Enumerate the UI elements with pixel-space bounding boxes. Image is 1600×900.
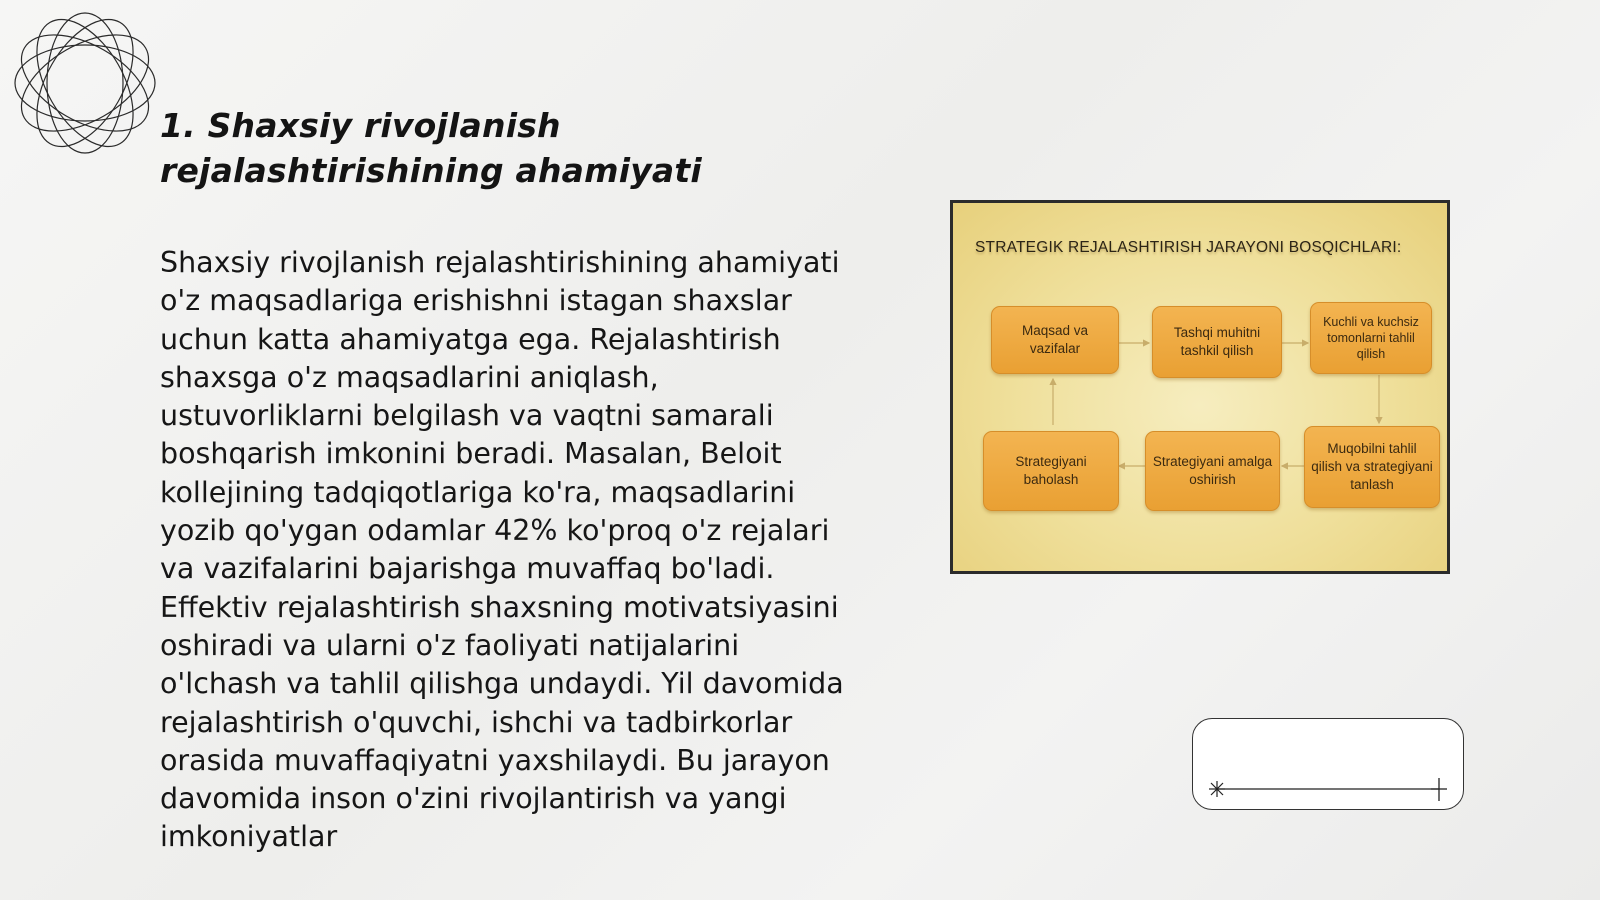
diagram-arrows (953, 203, 1447, 571)
timer-progress-widget (1192, 718, 1464, 810)
step-strengths-weaknesses: Kuchli va kuchsiz tomonlarni tahlil qilish (1310, 302, 1432, 374)
slide-title: 1. Shaxsiy rivojlanish rejalashtirishining ahamiyati (160, 106, 702, 190)
step-evaluate-strategy: Strategiyani baholash (983, 431, 1119, 511)
step-goals: Maqsad va vazifalar (991, 306, 1119, 374)
step-implement-strategy: Strategiyani amalga oshirish (1145, 431, 1280, 511)
timer-progress-line (1193, 719, 1463, 809)
step-alternatives-strategy: Muqobilni tahlil qilish va strategiyani tanlash (1304, 426, 1440, 508)
diagram-title: STRATEGIK REJALASHTIRISH JARAYONI BOSQICHLARI: (975, 239, 1402, 256)
decorative-circle-ornament-icon (10, 8, 160, 158)
step-external-environment: Tashqi muhitni tashkil qilish (1152, 306, 1282, 378)
timer-start-marker-icon (1209, 781, 1225, 797)
slide-body-text: Shaxsiy rivojlanish rejalashtirishining ahamiyati o'z maqsadlariga erishishni istagan shaxslar uchun katta ahamiyatga ega. Rejalashtirish shaxsga o'z maqsadlarini aniqlash, ustuvorliklarni belgilash va vaqtni samarali boshqarish imkonini beradi. Masalan, Beloit kollejining tadqiqotlariga ko'ra, maqsadlarini yozib qo'ygan odamlar 42% ko'proq o'z rejalari va vazifalarini bajarishga muvaffaq bo'ladi. Effektiv rejalashtirish shaxsning motivatsiyasini oshiradi va ularni o'z faoliyati natijalarini o'lchash va tahlil qilishga undaydi. Yil davomida rejalashtirish o'quvchi, ishchi va tadbirkorlar orasida muvaffaqiyatni yaxshilaydi. Bu jarayon davomida inson o'zini rivojlantirish va yangi imkoniyatlar (160, 246, 844, 854)
strategic-planning-diagram (950, 200, 1450, 574)
